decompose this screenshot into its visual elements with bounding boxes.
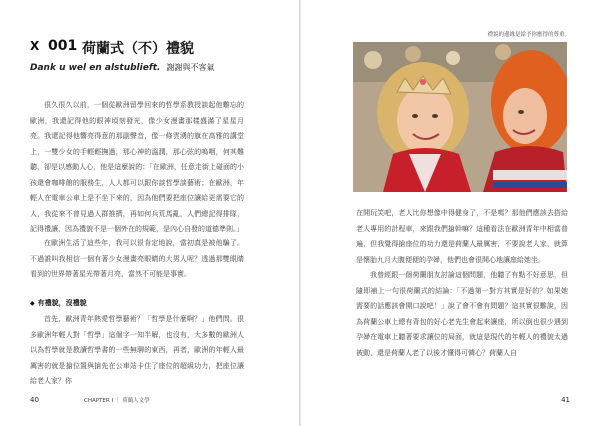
section-heading: ◆ 有禮貌，沒禮貌	[30, 299, 87, 307]
festival-girl-photo	[353, 42, 567, 192]
photo-illustration	[353, 42, 567, 192]
running-head: 禮貌的邊緣是給予你應得的尊重。	[487, 32, 570, 38]
footer-chapter: CHAPTER I ｜ 荷蘭人文學	[84, 398, 150, 404]
subtitle-dutch: Dank u wel en alstublieft.	[30, 63, 161, 73]
body-paragraphs-right: 在開玩笑吧，老人比你想像中得健身了，不是嗎？那他們應該去搭給老人專用的計程車，來跟我們搶幹嘛？這種看法在歐洲青年中相當普遍，但我覺得搶座位的功力還是荷蘭人最厲害，不要說老人家，就算是懷胎九月大腹便便的孕婦，他們也會很開心地讓座給她坐。 我曾經跟一個荷蘭朋友討論這個問題，他聽了有點不好意思，但隨即補上一句很荷蘭式的結論：「不過第一對方其實是好的？如果她需要的話應該會開口說吧！」說了會不會有問題？這其實很難說，因為荷蘭公車上總有背包的好心老先生會起來讓座，所以倒也很少遇到孕婦在電車上聽著要求讓位的局面，就這是現代的年輕人的禮貌太過被動，還是荷蘭人老了以後才懂得可憐心？荷蘭人自	[356, 209, 568, 357]
body-paragraph-2: 在歐洲生活了這些年，我可以很肯定地說，當初真是被他騙了。不過誰叫我相信一個有著少女漫畫亮眼睛的大男人呢？透過那雙眼睛看到的世界帶著星光帶著月亮，當然不可能是事實。	[30, 239, 244, 278]
body-paragraph-3: 首先，歐洲青年熱愛哲學藝術？「哲學是什麼啊？」他們問。很多歐洲年輕人對「哲學」這個字一知半解，也沒有，大多數的歐洲人以為哲學就是教讀哲學書的一些無聊的東西，再者，歐洲的年輕人最厲害的就是搶位置與搶先在公車站卡住了座位的超級功力，把座位讓給老人家？你	[30, 315, 244, 385]
page-number-left: 40	[30, 396, 39, 404]
section-title: 荷蘭式（不）禮貌	[82, 41, 194, 57]
subtitle-chinese: 謝謝與不客氣	[166, 63, 215, 72]
right-page	[301, 0, 600, 426]
chapter-mark: X	[30, 39, 39, 53]
diamond-icon: ◆	[30, 300, 35, 307]
page-number-right: 41	[561, 396, 570, 404]
left-page	[0, 0, 299, 426]
section-number: 001	[48, 38, 78, 54]
section-subtitle	[30, 62, 214, 73]
body-paragraph-1: 很久很久以前，一個從歐洲留學回來的哲學系教授談起他難忘的歐洲，我還記得他的眼神頃刻發光，像少女漫畫那樣盛滿了星星月亮。我還記得他響亮得意的那副聲音，像一條雲湧的旗在高雅的講堂上，一雙少女的手輕輕撫過，那心神的溫潤，那心弦的嗚咽，何其難聽，卻是以感動人心，他是這麼說的：「在歐洲，任意走街上碰面的小孩還會咖啡館的服務生，人人都可以跟你談哲學談藝術；在歐洲，年輕人在電車公車上是不坐下來的，因為他們要把座位讓給更需要它的人，我從來不曾見過人群推擠，再如何兵荒馬亂，人們總記得排隊，記得禮讓，因為禮貌不是一個外在的規範，是內心自發的道德準則。」	[30, 101, 244, 233]
